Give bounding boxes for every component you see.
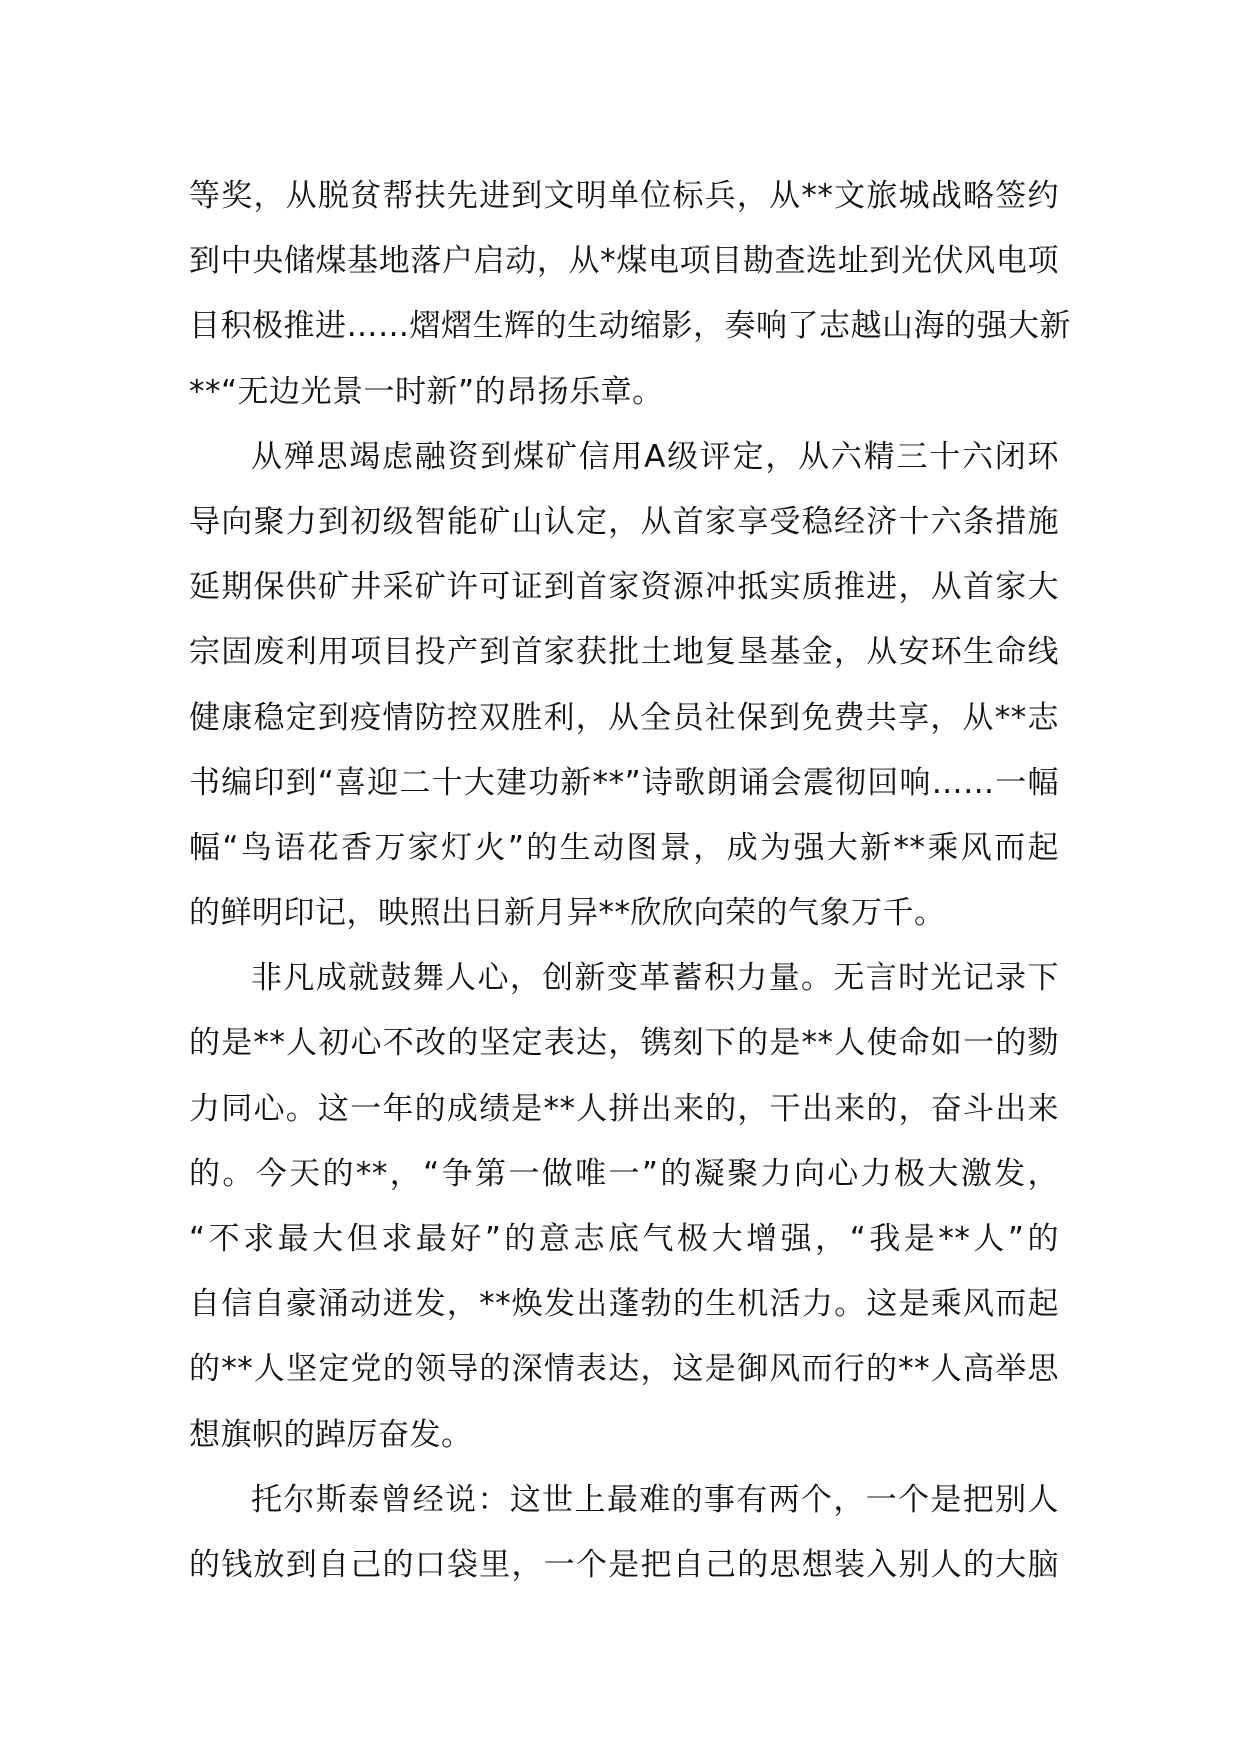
text-line: “不求最大但求最好”的意志底气极大增强，“我是**人”的	[189, 1221, 1059, 1257]
paragraph-first-line: 从殚思竭虑融资到煤矿信用A级评定，从六精三十六闭环	[251, 438, 1059, 475]
text-line: 力同心。这一年的成绩是**人拼出来的，干出来的，奋斗出来	[189, 1090, 1059, 1127]
text-line: 的钱放到自己的口袋里，一个是把自己的思想装入别人的大脑	[189, 1546, 1059, 1583]
document-body	[189, 164, 1071, 1598]
text-line: 的鲜明印记，映照出日新月异**欣欣向荣的气象万千。	[189, 895, 946, 932]
text-line: 想旗帜的踔厉奋发。	[189, 1416, 473, 1453]
text-line: 书编印到“喜迎二十大建功新**”诗歌朗诵会震彻回响……一幅	[189, 764, 1059, 801]
text-line: **“无边光景一时新”的昂扬乐章。	[189, 373, 664, 410]
text-line: 宗固废利用项目投产到首家获批土地复垦基金，从安环生命线	[189, 634, 1059, 671]
text-line: 的**人坚定党的领导的深情表达，这是御风而行的**人高举思	[189, 1351, 1059, 1388]
text-line: 的是**人初心不改的坚定表达，镌刻下的是**人使命如一的勠	[189, 1025, 1059, 1062]
paragraph-first-line: 托尔斯泰曾经说：这世上最难的事有两个，一个是把别人	[251, 1481, 1059, 1518]
text-line: 的。今天的**，“争第一做唯一”的凝聚力向心力极大激发，	[189, 1155, 1059, 1192]
text-line: 健康稳定到疫情防控双胜利，从全员社保到免费共享，从**志	[189, 699, 1059, 736]
text-line: 导向聚力到初级智能矿山认定，从首家享受稳经济十六条措施	[189, 503, 1059, 540]
text-line: 到中央储煤基地落户启动，从*煤电项目勘查选址到光伏风电项	[189, 243, 1059, 280]
paragraph-first-line: 非凡成就鼓舞人心，创新变革蓄积力量。无言时光记录下	[251, 960, 1059, 997]
text-line: 自信自豪涌动迸发，**焕发出蓬勃的生机活力。这是乘风而起	[189, 1286, 1059, 1323]
text-line: 等奖，从脱贫帮扶先进到文明单位标兵，从**文旅城战略签约	[189, 178, 1059, 214]
text-line: 延期保供矿井采矿许可证到首家资源冲抵实质推进，从首家大	[189, 569, 1059, 606]
text-line: 幅“鸟语花香万家灯火”的生动图景，成为强大新**乘风而起	[189, 829, 1059, 866]
text-line: 目积极推进……熠熠生辉的生动缩影，奏响了志越山海的强大新	[189, 308, 1071, 345]
